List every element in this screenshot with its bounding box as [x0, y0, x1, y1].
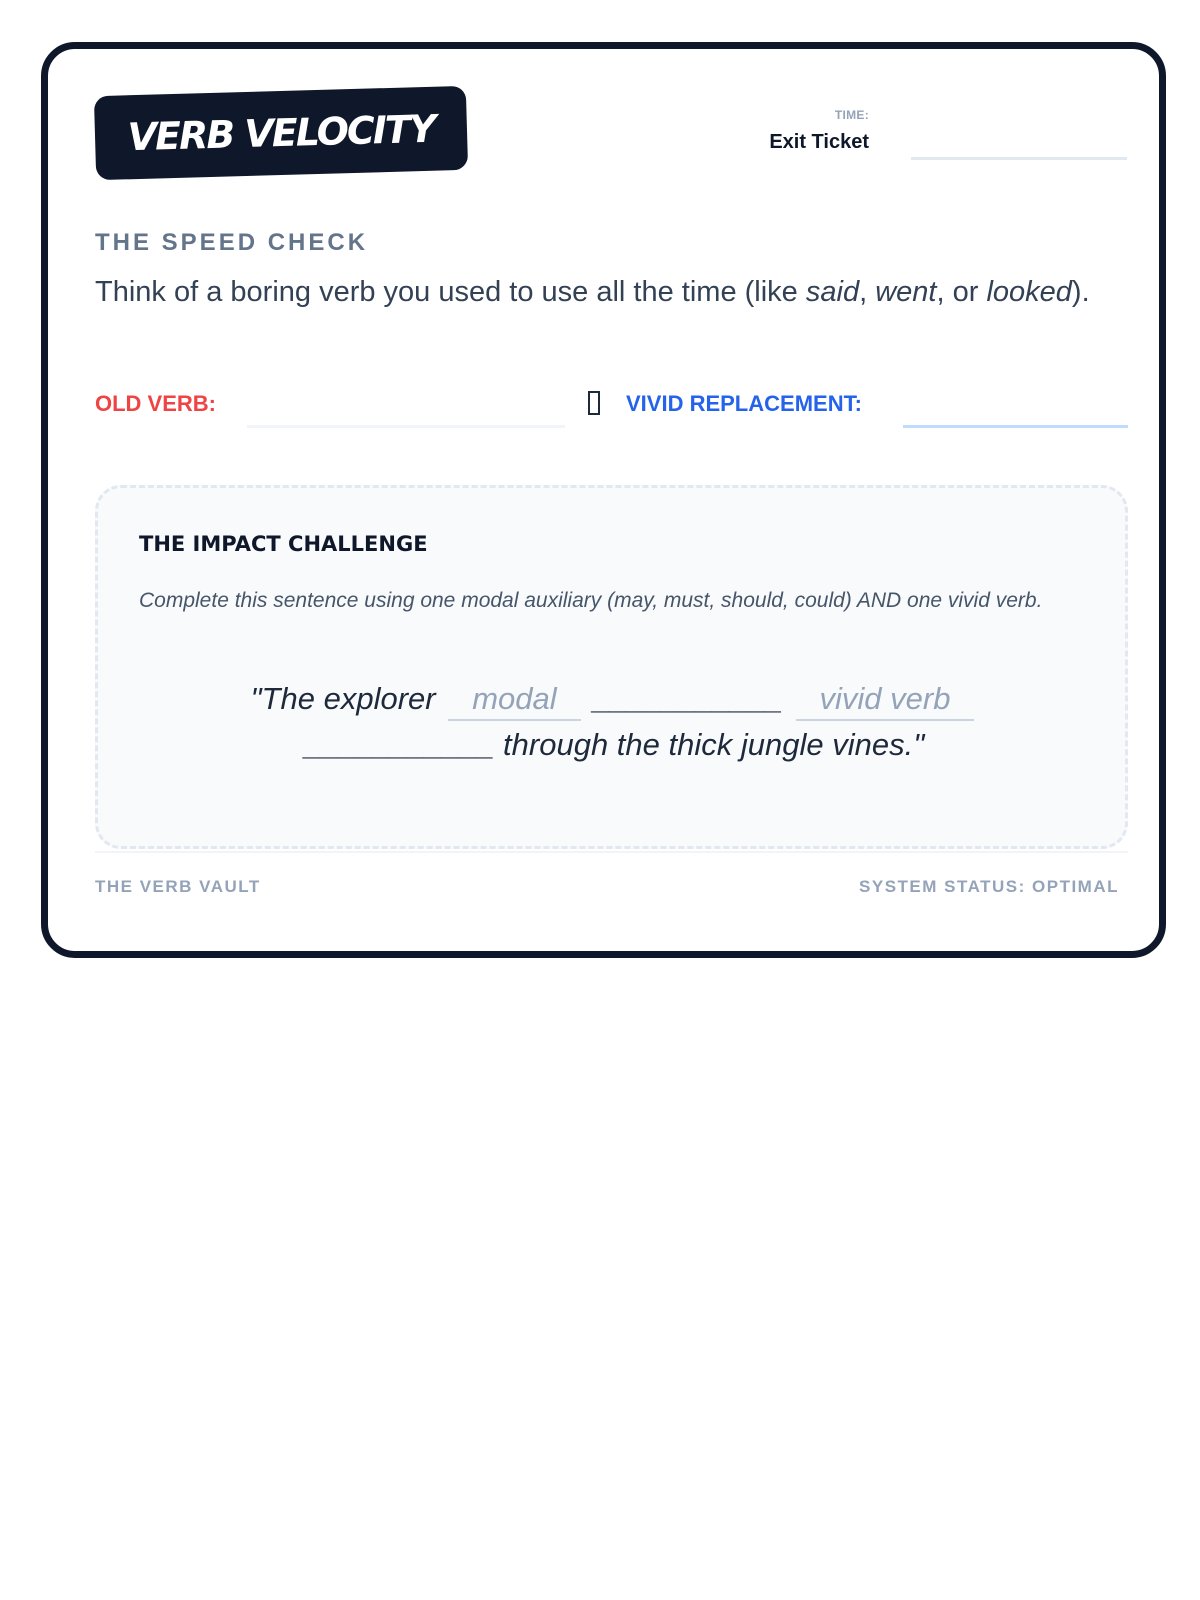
footer-divider [95, 851, 1128, 853]
example-verb-looked: looked [986, 276, 1072, 308]
challenge-sentence [118, 676, 1111, 768]
old-verb-input-line[interactable] [247, 425, 565, 428]
page-title: VERB VELOCITY [127, 106, 435, 160]
example-verb-went: went [875, 276, 937, 308]
vivid-replacement-input-line[interactable] [903, 425, 1128, 428]
old-verb-label: OLD VERB: [95, 391, 216, 416]
vivid-verb-blank-input[interactable]: vivid verb [796, 679, 975, 721]
prompt-text-end: ). [1071, 276, 1090, 308]
footer-brand: THE VERB VAULT [95, 877, 261, 896]
ticket-subtitle: Exit Ticket [769, 131, 869, 153]
impact-challenge-instructions: Complete this sentence using one modal auxiliary (may, must, should, could) AND one vivid verb. [139, 589, 1043, 612]
time-label: TIME: [834, 108, 869, 122]
title-badge [94, 86, 468, 180]
arrow-icon [588, 391, 600, 415]
footer-status: SYSTEM STATUS: OPTIMAL [859, 877, 1119, 896]
sentence-underscores: ___________ [304, 727, 504, 762]
vivid-replacement-label: VIVID REPLACEMENT: [626, 391, 862, 416]
sentence-end: through the thick jungle vines." [503, 727, 925, 762]
prompt-separator: , or [936, 276, 987, 308]
sentence-underscores: ___________ [584, 681, 792, 716]
time-input-line[interactable] [911, 157, 1127, 160]
exit-ticket-card [41, 42, 1166, 958]
prompt-text-start: Think of a boring verb you used to use all the time (like [95, 276, 806, 308]
impact-challenge-box [95, 485, 1128, 849]
example-verb-said: said [805, 276, 860, 308]
prompt-separator: , [859, 276, 876, 308]
sentence-start: "The explorer [250, 681, 445, 716]
impact-challenge-title: THE IMPACT CHALLENGE [139, 532, 428, 556]
speed-check-heading: THE SPEED CHECK [95, 229, 369, 256]
modal-blank-input[interactable]: modal [448, 679, 580, 721]
speed-check-prompt [95, 271, 1095, 313]
